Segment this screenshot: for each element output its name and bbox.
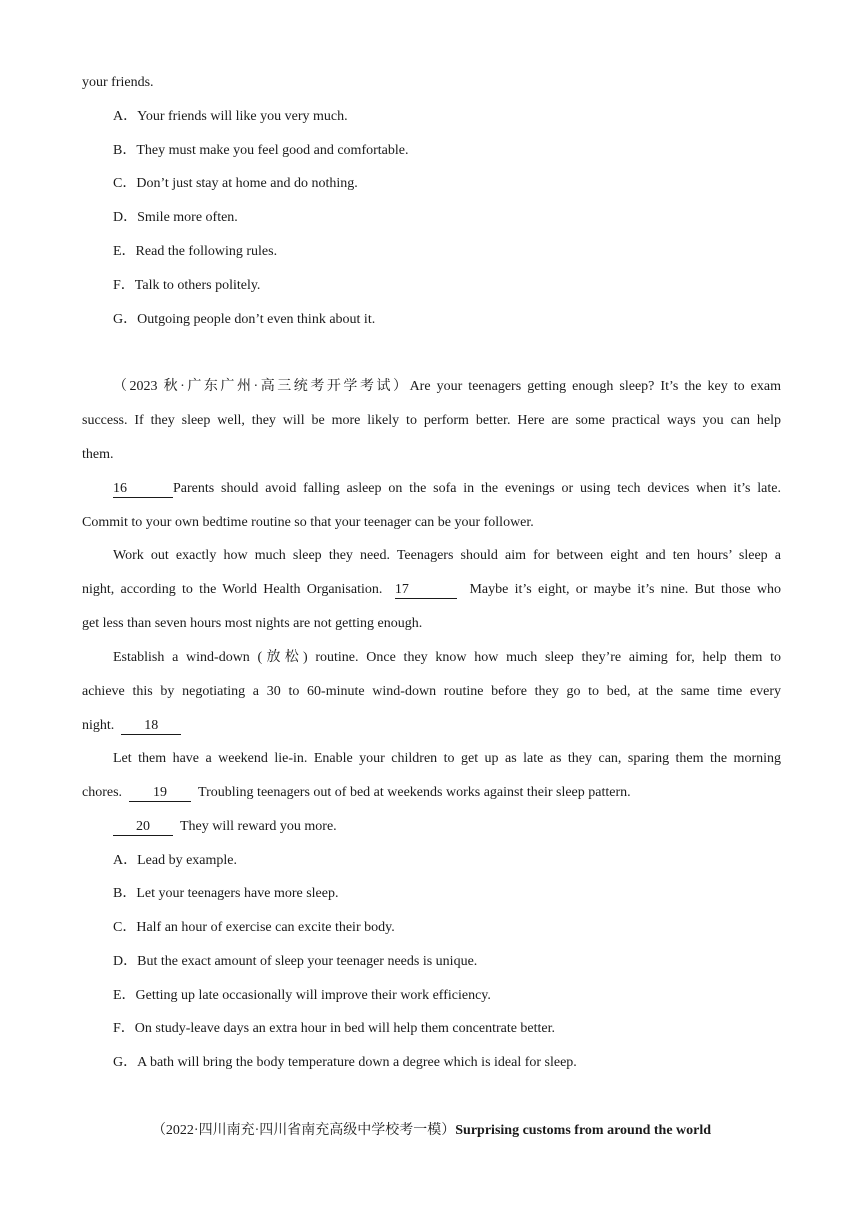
paragraph-20-text: They will reward you more. xyxy=(180,819,337,834)
option-d: D．But the exact amount of sleep your teenager needs is unique. xyxy=(113,954,478,969)
option-d: D．Smile more often. xyxy=(113,210,238,225)
paragraph-17-line xyxy=(82,580,781,600)
passage-intro-line: （2023 秋·广东广州·高三统考开学考试）Are your teenagers getting enough sleep? It’s the key to exam xyxy=(113,379,781,394)
blank-19[interactable]: 19 xyxy=(129,785,191,802)
paragraph-17-line: Work out exactly how much sleep they need. Teenagers should aim for between eight and ten hours’ sleep a xyxy=(113,548,781,563)
option-e: E．Getting up late occasionally will improve their work efficiency. xyxy=(113,988,491,1003)
paragraph-16-line xyxy=(113,479,781,499)
option-b: B．They must make you feel good and comfortable. xyxy=(113,143,409,158)
paragraph-16-line: Commit to your own bedtime routine so that your teenager can be your follower. xyxy=(82,515,534,530)
next-passage-heading xyxy=(82,1121,781,1141)
option-e: E．Read the following rules. xyxy=(113,244,278,259)
option-a: A．Lead by example. xyxy=(113,853,238,868)
option-b: B．Let your teenagers have more sleep. xyxy=(113,886,339,901)
paragraph-17-text: Maybe it’s eight, or maybe it’s nine. But those who xyxy=(469,582,781,597)
paragraph-20-line xyxy=(113,817,337,837)
passage-source: （2022·四川南充·四川省南充高级中学校考一模） xyxy=(151,1123,456,1138)
paragraph-19-text: chores. xyxy=(82,785,123,800)
paragraph-17-text: night, according to the World Health Organisation. xyxy=(82,582,383,597)
option-c: C．Half an hour of exercise can excite their body. xyxy=(113,920,395,935)
passage-title: Surprising customs from around the world xyxy=(455,1123,712,1138)
passage-continuation: your friends. xyxy=(82,75,154,90)
blank-16[interactable]: 16 xyxy=(113,481,173,498)
option-c: C．Don’t just stay at home and do nothing. xyxy=(113,176,358,191)
paragraph-18-line xyxy=(82,716,181,736)
paragraph-19-line xyxy=(82,783,631,803)
option-f: F．Talk to others politely. xyxy=(113,278,261,293)
paragraph-18-text: night. xyxy=(82,718,115,733)
passage-intro-line: success. If they sleep well, they will be more likely to perform better. Here are some practical ways you can help xyxy=(82,413,781,428)
option-g: G．A bath will bring the body temperature down a degree which is ideal for sleep. xyxy=(113,1055,577,1070)
passage-intro-line: them. xyxy=(82,447,114,462)
paragraph-18-line: Establish a wind-down (放松) routine. Once they know how much sleep they’re aiming for, help them to xyxy=(113,650,781,665)
paragraph-19-text: Troubling teenagers out of bed at weekends works against their sleep pattern. xyxy=(198,785,631,800)
paragraph-19-line: Let them have a weekend lie-in. Enable your children to get up as late as they can, sparing them the morning xyxy=(113,751,781,766)
paragraph-17-line: get less than seven hours most nights are not getting enough. xyxy=(82,616,423,631)
paragraph-16-text: Parents should avoid falling asleep on the sofa in the evenings or using tech devices when it’s late. xyxy=(173,481,781,496)
paragraph-18-line: achieve this by negotiating a 30 to 60-minute wind-down routine before they go to bed, at the same time every xyxy=(82,684,781,699)
option-g: G．Outgoing people don’t even think about it. xyxy=(113,312,376,327)
blank-18[interactable]: 18 xyxy=(121,718,181,735)
option-f: F．On study-leave days an extra hour in bed will help them concentrate better. xyxy=(113,1021,556,1036)
blank-17[interactable]: 17 xyxy=(395,582,457,599)
option-a: A．Your friends will like you very much. xyxy=(113,109,348,124)
blank-20[interactable]: 20 xyxy=(113,819,173,836)
